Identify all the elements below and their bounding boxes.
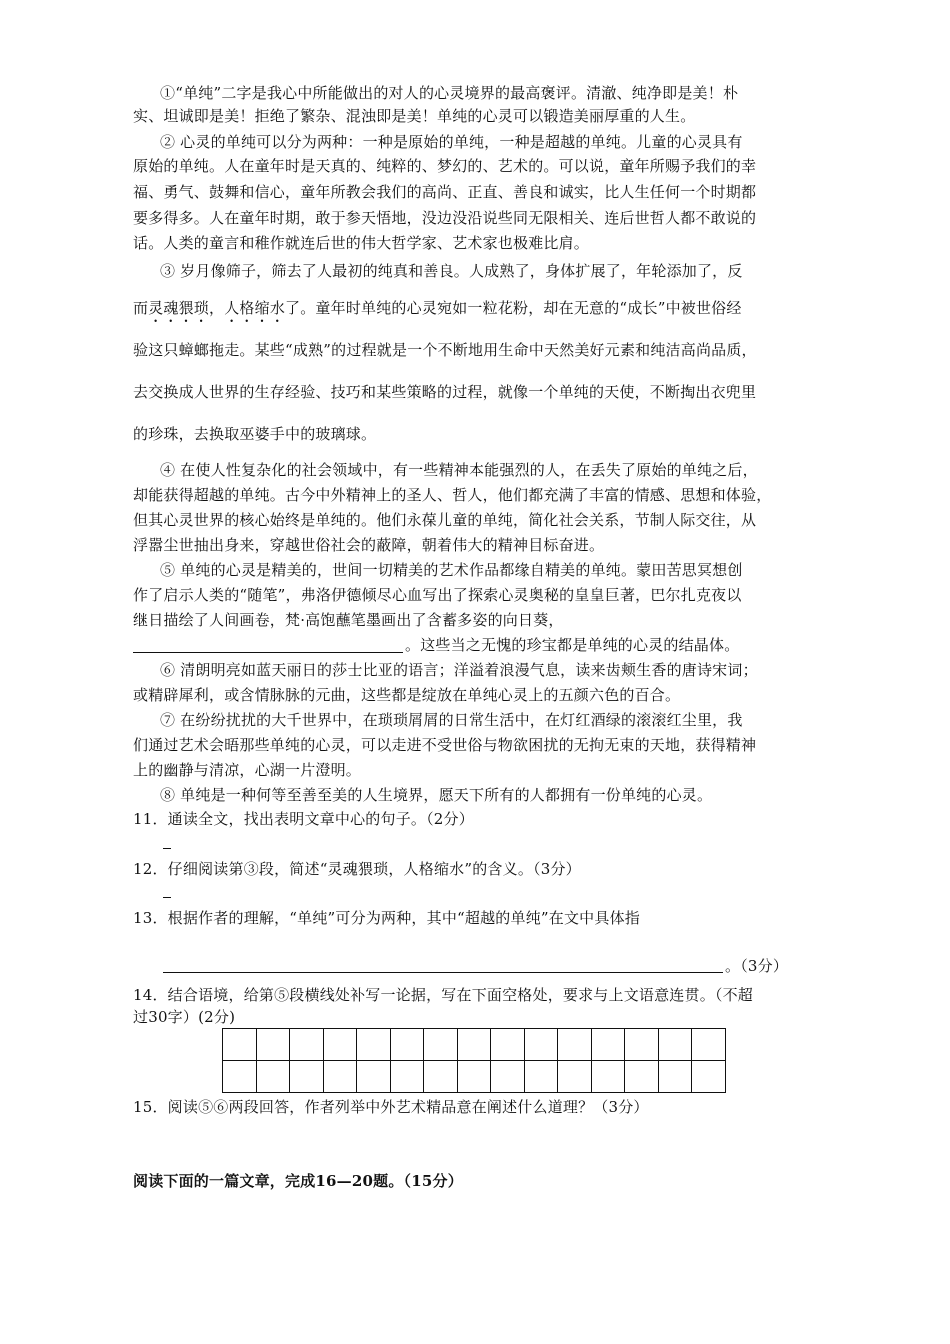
grid-cell[interactable] bbox=[357, 1029, 391, 1061]
grid-cell[interactable] bbox=[524, 1029, 558, 1061]
grid-cell[interactable] bbox=[223, 1061, 257, 1093]
grid-cell[interactable] bbox=[390, 1029, 424, 1061]
grid-cell[interactable] bbox=[692, 1061, 726, 1093]
para-5-line-1: ⑤ 单纯的心灵是精美的，世间一切精美的艺术作品都缘自精美的单纯。蒙田苦思冥想创 bbox=[160, 561, 743, 579]
grid-cell[interactable] bbox=[223, 1029, 257, 1061]
answer-grid-row bbox=[223, 1029, 726, 1061]
para-3-line-5: 的珍珠，去换取巫婆手中的玻璃球。 bbox=[133, 425, 377, 443]
grid-cell[interactable] bbox=[491, 1029, 525, 1061]
question-12: 12．仔细阅读第③段，简述“灵魂猥琐，人格缩水”的含义。（3分） bbox=[133, 860, 581, 878]
para-5-line-2: 作了启示人类的“随笔”，弗洛伊德倾尽心血写出了探索心灵奥秘的皇皇巨著，巴尔扎克夜以 bbox=[133, 586, 742, 604]
para-8-line-1: ⑧ 单纯是一种何等至善至美的人生境界，愿天下所有的人都拥有一份单纯的心灵。 bbox=[160, 786, 713, 804]
para-2-line-3: 福、勇气、鼓舞和信心，童年所教会我们的高尚、正直、善良和诚实，比人生任何一个时期都 bbox=[133, 183, 757, 201]
para-3-line-2 bbox=[133, 298, 742, 326]
grid-cell[interactable] bbox=[290, 1029, 324, 1061]
para-4-line-3: 但其心灵世界的核心始终是单纯的。他们永葆儿童的单纯，简化社会关系，节制人际交往，从 bbox=[133, 511, 757, 529]
para-3-text: ， bbox=[209, 299, 225, 317]
grid-cell[interactable] bbox=[424, 1061, 458, 1093]
para-2-line-2: 原始的单纯。人在童年时是天真的、纯粹的、梦幻的、艺术的。可以说，童年所赐予我们的幸 bbox=[133, 157, 757, 175]
para-4-line-1: ④ 在使人性复杂化的社会领域中，有一些精神本能强烈的人，在丢失了原始的单纯之后， bbox=[160, 461, 758, 479]
grid-cell[interactable] bbox=[457, 1061, 491, 1093]
para-2-line-5: 话。人类的童言和稚作就连后世的伟大哲学家、艺术家也极难比肩。 bbox=[133, 234, 590, 252]
grid-cell[interactable] bbox=[323, 1029, 357, 1061]
para-1-line-2: 实、坦诚即是美！拒绝了繁杂、混浊即是美！单纯的心灵可以锻造美丽厚重的人生。 bbox=[133, 107, 696, 125]
grid-cell[interactable] bbox=[558, 1029, 592, 1061]
para-4-line-2: 却能获得超越的单纯。古今中外精神上的圣人、哲人，他们都充满了丰富的情感、思想和体验， bbox=[133, 486, 772, 504]
question-15: 15．阅读⑤⑥两段回答，作者列举中外艺术精品意在阐述什么道理？（3分） bbox=[133, 1098, 649, 1116]
para-5-line-3: 继日描绘了人间画卷，梵·高饱蘸笔墨画出了含蓄多姿的向日葵， bbox=[133, 611, 564, 629]
grid-cell[interactable] bbox=[491, 1061, 525, 1093]
grid-cell[interactable] bbox=[658, 1029, 692, 1061]
para-6-line-2: 或精辟犀利，或含情脉脉的元曲，这些都是绽放在单纯心灵上的五颜六色的百合。 bbox=[133, 686, 681, 704]
para-3-line-4: 去交换成人世界的生存经验、技巧和某些策略的过程，就像一个单纯的天使，不断掏出衣兜里 bbox=[133, 383, 757, 401]
grid-cell[interactable] bbox=[390, 1061, 424, 1093]
grid-cell[interactable] bbox=[524, 1061, 558, 1093]
grid-cell[interactable] bbox=[357, 1061, 391, 1093]
para-2-line-1: ② 心灵的单纯可以分为两种：一种是原始的单纯，一种是超越的单纯。儿童的心灵具有 bbox=[160, 133, 743, 151]
question-14-line-1: 14．结合语境，给第⑤段横线处补写一论据，写在下面空格处，要求与上文语意连贯。（不超 bbox=[133, 986, 753, 1004]
grid-cell[interactable] bbox=[625, 1061, 659, 1093]
para-3-line-1: ③ 岁月像筛子，筛去了人最初的纯真和善良。人成熟了，身体扩展了，年轮添加了，反 bbox=[160, 262, 743, 280]
answer-grid-row bbox=[223, 1061, 726, 1093]
para-7-line-2: 们通过艺术会晤那些单纯的心灵，可以走进不受世俗与物欲困扰的无拘无束的天地，获得精神 bbox=[133, 736, 757, 754]
para-3-line-3: 验这只蟑螂拖走。某些“成熟”的过程就是一个不断地用生命中天然美好元素和纯洁高尚品质， bbox=[133, 341, 757, 359]
fill-in-blank-line[interactable] bbox=[133, 652, 403, 653]
grid-cell[interactable] bbox=[256, 1029, 290, 1061]
grid-cell[interactable] bbox=[692, 1029, 726, 1061]
grid-cell[interactable] bbox=[323, 1061, 357, 1093]
grid-cell[interactable] bbox=[591, 1061, 625, 1093]
para-3-text: 而 bbox=[133, 299, 149, 317]
question-13: 13．根据作者的理解，“单纯”可分为两种，其中“超越的单纯”在文中具体指 bbox=[133, 909, 640, 927]
answer-area-12[interactable] bbox=[163, 897, 171, 898]
para-3-text: 了。童年时单纯的心灵宛如一粒花粉，却在无意的“成长”中被世俗经 bbox=[285, 299, 742, 317]
grid-cell[interactable] bbox=[290, 1061, 324, 1093]
question-14-line-2: 过30字）(2分) bbox=[133, 1008, 236, 1026]
emphasis-phrase-2: 人格缩水 bbox=[224, 299, 286, 317]
grid-cell[interactable] bbox=[424, 1029, 458, 1061]
para-7-line-3: 上的幽静与清凉，心湖一片澄明。 bbox=[133, 761, 362, 779]
para-6-line-1: ⑥ 清朗明亮如蓝天丽日的莎士比亚的语言；洋溢着浪漫气息，读来齿颊生香的唐诗宋词； bbox=[160, 661, 758, 679]
para-4-line-4: 浮嚣尘世抽出身来，穿越世俗社会的蔽障，朝着伟大的精神目标奋进。 bbox=[133, 536, 605, 554]
answer-area-11[interactable] bbox=[163, 848, 171, 849]
grid-cell[interactable] bbox=[457, 1029, 491, 1061]
answer-line-13[interactable] bbox=[163, 972, 723, 973]
para-2-line-4: 要多得多。人在童年时期，敢于参天悟地，没边没沿说些同无限相关、连后世哲人都不敢说的 bbox=[133, 209, 757, 227]
emphasis-phrase-1: 灵魂猥琐 bbox=[148, 299, 210, 317]
question-11: 11．通读全文，找出表明文章中心的句子。（2分） bbox=[133, 810, 474, 828]
question-13-score: 。（3分） bbox=[725, 957, 789, 975]
grid-cell[interactable] bbox=[658, 1061, 692, 1093]
grid-cell[interactable] bbox=[558, 1061, 592, 1093]
section-heading: 阅读下面的一篇文章，完成16—20题。（15分） bbox=[133, 1172, 463, 1190]
answer-grid[interactable] bbox=[222, 1028, 726, 1093]
para-7-line-1: ⑦ 在纷纷扰扰的大千世界中，在琐琐屑屑的日常生活中，在灯红酒绿的滚滚红尘里，我 bbox=[160, 711, 743, 729]
para-5-line-4: 。这些当之无愧的珍宝都是单纯的心灵的结晶体。 bbox=[405, 636, 740, 654]
grid-cell[interactable] bbox=[625, 1029, 659, 1061]
grid-cell[interactable] bbox=[256, 1061, 290, 1093]
grid-cell[interactable] bbox=[591, 1029, 625, 1061]
para-1-line-1: ①“单纯”二字是我心中所能做出的对人的心灵境界的最高褒评。清澈、纯净即是美！朴 bbox=[160, 84, 739, 102]
